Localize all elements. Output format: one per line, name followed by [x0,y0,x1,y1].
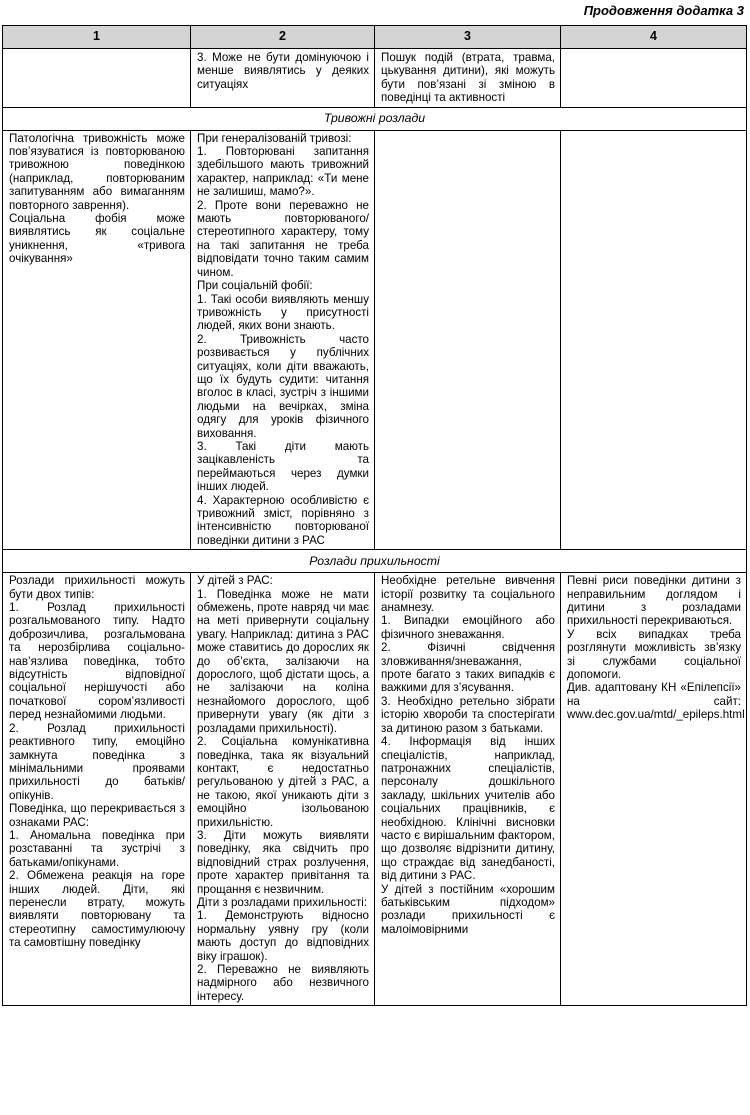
continuation-label: Продовження додатка 3 [583,3,744,18]
cell-paragraph: Поведінка, що перекривається з ознаками РАС: [9,802,185,829]
cell-paragraph: Соціальна фобія може виявлятись як соціальне уникнення, «тривога очікування» [9,212,185,266]
cell-paragraph: 2. Соціальна комунікативна поведінка, така як візуальний контакт, є недостатньо регульованою у дітей з РАС, а не такою, якої уникають діти з емоційно ізольованою прихильністю. [197,735,369,829]
comparison-table [2,25,747,1006]
cell-paragraph: Розлади прихильності можуть бути двох типів: [9,574,185,601]
cell-paragraph: 2. Розлад прихильності реактивного типу, емоційно замкнута поведінка з мінімальними проявами прихильності до батьків/опікунів. [9,721,185,802]
table-cell-col-1 [3,573,191,1006]
cell-paragraph: При соціальній фобії: [197,279,313,293]
cell-paragraph: 1. Аномальна поведінка при розставанні та зустрічі з батьками/опікунами. [9,828,185,869]
cell-paragraph: 1. Такі особи виявляють меншу тривожність у присутності людей, яких вони знають. [197,292,369,333]
table-cell-col-3 [375,130,561,550]
table-cell-col-2 [191,573,375,1006]
cell-paragraph: Див. адаптовану КН «Епілепсії» на сайт: www.dec.gov.ua/mtd/_epileps.html [567,681,745,722]
cell-paragraph: 1. Повторювані запитання здебільшого мають тривожний характер, наприклад: «Ти мене не залишиш, мамо?». [197,145,369,199]
table-cell-col-2 [191,130,375,550]
cell-paragraph: 2. Обмежена реакція на горе інших людей. Діти, які перенесли втрату, можуть виявляти повторювану та стереотипну самостимулюючу та самовтішну поведінку [9,869,185,950]
section-title: Розлади прихильності [3,550,747,573]
cell-paragraph: 2. Проте вони переважно не мають повторюваного/стереотипного характеру, тому на такі запитання не треба відповідати точно таким самим чином. [197,198,369,279]
cell-paragraph: У всіх випадках треба розглянути можливість зв’язку зі службами соціальної допомоги. [567,627,741,682]
table-cell-col-4 [561,49,747,108]
column-header-4: 4 [561,26,747,49]
cell-paragraph: Необхідне ретельне вивчення історії розвитку та соціального анамнезу. [381,574,555,615]
cell-paragraph: 1. Демонструють відносно нормальну уявну гру (коли мають доступ до відповідних віку іграшок). [197,909,369,963]
column-header-1: 1 [3,26,191,49]
column-header-row [3,26,747,49]
cell-paragraph: Певні риси поведінки дитини з неправильним доглядом і дитини з розладами прихильності перекриваються. [567,574,741,628]
cell-paragraph: 1. Розлад прихильності розгальмованого типу. Надто доброзичлива, розгальмована та нерозбірлива соціально-нав’язлива поведінка, тобто відсутність відповідної соціальної нерішучості або початкової сором’язливості перед незнайомими людьми. [9,601,185,722]
cell-paragraph: 4. Інформація від інших спеціалістів, наприклад, патронажних спеціалістів, персоналу дошкільного закладу, шкільних учителів або соціальних працівників, є необхідною. Клінічні висновки часто є вирішальним фактором, що дозволяє відрізнити дитину, що страждає від занедбаності, від дитини з РАС. [381,735,555,883]
cell-paragraph: У дітей з постійним «хорошим батьківським підходом» розлади прихильності є малоімовірними [381,882,555,936]
table-row [3,573,747,1006]
cell-paragraph: 2. Тривожність часто розвивається у публічних ситуаціях, коли діти вважають, що їх будуть судити: читання вголос в класі, зустріч з іншими людьми на вечірках, зміна одягу для уроків фізичного виховання. [197,332,369,440]
table-cell-col-1 [3,130,191,550]
cell-paragraph: 3. Необхідно ретельно зібрати історію хвороби та спостерігати за дитиною разом з батьками. [381,694,555,735]
section-header-row [3,107,747,130]
cell-paragraph: При генералізованій тривозі: [197,131,352,145]
cell-paragraph: Пошук подій (втрата, травма, цькування дитини), які можуть бути пов’язані зі зміною в поведінці та активності [381,51,555,105]
table-cell-col-2 [191,49,375,108]
table-cell-col-3 [375,49,561,108]
cell-paragraph: 1. Випадки емоційного або фізичного зневажання. [381,614,555,641]
cell-paragraph: Патологічна тривожність може пов’язуватися із повторюваною тривожною поведінкою (наприклад, повторюваним запитуванням або вимаганням повторного заврення). [9,131,185,212]
cell-paragraph: 2. Переважно не виявляють надмірного або незвичного інтересу. [197,963,369,1003]
cell-paragraph: 2. Фізичні свідчення зловживання/зневажання, проте багато з таких випадків є важкими для з’ясування. [381,641,555,695]
cell-paragraph: 3. Такі діти мають зацікавленість та переймаються через думки інших людей. [197,439,369,494]
table-row [3,49,747,108]
section-title: Тривожні розлади [3,107,747,130]
column-header-2: 2 [191,26,375,49]
cell-paragraph: 1. Поведінка може не мати обмежень, проте навряд чи має на меті привернути соціальну увагу. Наприклад: дитина з РАС може ставитись до дорослих як до об’єкта, залізаючи на дорослого, щоб дістати щось, а не залізаючи на коліна незнайомого дорослого, щоб привернути увагу (як діти з розладами прихильності). [197,587,369,735]
column-header-3: 3 [375,26,561,49]
cell-paragraph: 3. Діти можуть виявляти поведінку, яка свідчить про відповідний страх розлучення, проте характер привітання та прощання є незвичним. [197,828,369,896]
cell-paragraph: У дітей з РАС: [197,574,273,588]
table-cell-col-1 [3,49,191,108]
cell-paragraph: 4. Характерною особливістю є тривожний зміст, порівняно з інтенсивністю повторюваної поведінки дитини з РАС [197,493,369,547]
table-cell-col-3 [375,573,561,1006]
cell-paragraph: Діти з розладами прихильності: [197,895,368,909]
section-header-row [3,550,747,573]
cell-paragraph: 3. Може не бути домінуючою і менше виявлятись у деяких ситуаціях [197,51,369,91]
table-cell-col-4 [561,130,747,550]
table-row [3,130,747,550]
table-cell-col-4 [561,573,747,1006]
